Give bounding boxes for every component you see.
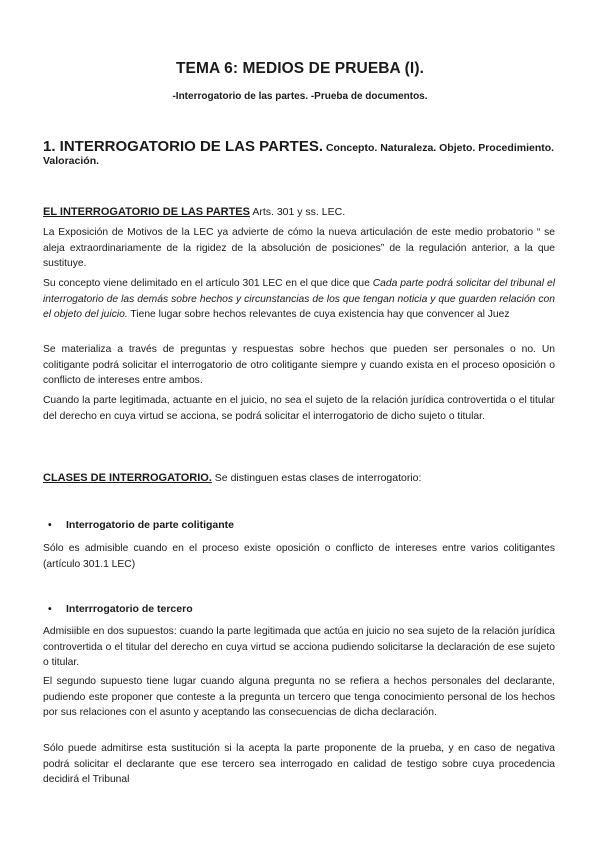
paragraph-tercero-2: El segundo supuesto tiene lugar cuando alguna pregunta no se refiera a hechos personales del declarante, pudiendo este proponer que conteste a la pregunta un tercero que tenga conocimiento personal de los hechos por sus relaciones con el asunto y aceptando las consecuencias de dicha declaración. [43, 676, 555, 719]
paragraph-tercero-1: Admisiible en dos supuestos: cuando la parte legitimada que actúa en juicio no sea sujeto de la relación jurídica controvertida o el titular del derecho en cuya virtud se acciona pudiendo solicitarse la declaración de ese sujeto o titular. [43, 626, 555, 669]
bullet-item-colitigante [48, 519, 234, 531]
page-subtitle: -Interrogatorio de las partes. -Prueba de documentos. [172, 91, 428, 102]
paragraph-concepto [43, 276, 555, 323]
section-heading-rest: Concepto. Naturaleza. Objeto. Procedimiento. Valoración. [43, 142, 555, 167]
subsection-heading-ref: Arts. 301 y ss. LEC. [249, 206, 346, 218]
bullet-item-tercero [48, 603, 193, 615]
bullet-icon: • [48, 519, 52, 531]
clases-heading-text: CLASES DE INTERROGATORIO. [43, 472, 212, 484]
paragraph-concepto-end: Tiene lugar sobre hechos relevantes de cuya existencia hay que convencer al Juez [127, 309, 510, 321]
paragraph-legitimada: Cuando la parte legitimada, actuante en el juicio, no sea el sujeto de la relación jurídica controvertida o el titular del derecho en cuya virtud se acciona, se podrá solicitar el interrogatorio de dicho sujeto o titular. [43, 395, 555, 422]
subsection-heading-interrogatorio [43, 206, 563, 218]
paragraph-concepto-start: Su concepto viene delimitado en el artículo 301 LEC en el que dice que [43, 278, 373, 289]
paragraph-tercero-3: Sólo puede admitirse esta sustitución si la acepta la parte proponente de la prueba, y en caso de negativa podrá solicitar el declarante que ese tercero sea interrogado en calidad de testigo sobre cuya procedencia decidirá el Tribunal [43, 743, 555, 786]
bullet-title: Interrogatorio de parte colitigante [66, 519, 235, 531]
subsection-heading-text: EL INTERROGATORIO DE LAS PARTES [43, 206, 250, 218]
paragraph-concepto-quote: Cada parte podrá solicitar del tribunal el interrogatorio de las demás sobre hechos y circunstancias de los que tengan noticia y que guarden relación con el objeto del juicio. [43, 278, 555, 321]
clases-intro: Se distinguen estas clases de interrogatorio: [211, 472, 422, 484]
paragraph-materializa: Se materializa a través de preguntas y respuestas sobre hechos que pueden ser personales o no. Un colitigante podrá solicitar el interrogatorio de otro colitigante siempre y cuando exista en el proceso oposición o conflicto de intereses entre ambos. [43, 344, 555, 387]
page-title: TEMA 6: MEDIOS DE PRUEBA (I). [175, 60, 425, 77]
section-heading-main: 1. INTERROGATORIO DE LAS PARTES. [43, 138, 324, 155]
paragraph-colitigante: Sólo es admisible cuando en el proceso existe oposición o conflicto de intereses entre varios colitigantes (artículo 301.1 LEC) [43, 543, 555, 570]
section-heading-1 [43, 140, 563, 168]
bullet-icon: • [48, 603, 52, 615]
paragraph-exposicion: La Exposición de Motivos de la LEC ya advierte de cómo la nueva articulación de este medio probatorio “ se aleja extraordinariamente de la rigidez de la absolución de posiciones” de la regulación anterior, a la que sustituye. [43, 227, 555, 270]
subsection-heading-clases [43, 472, 563, 484]
bullet-title: Interrrogatorio de tercero [66, 603, 193, 615]
